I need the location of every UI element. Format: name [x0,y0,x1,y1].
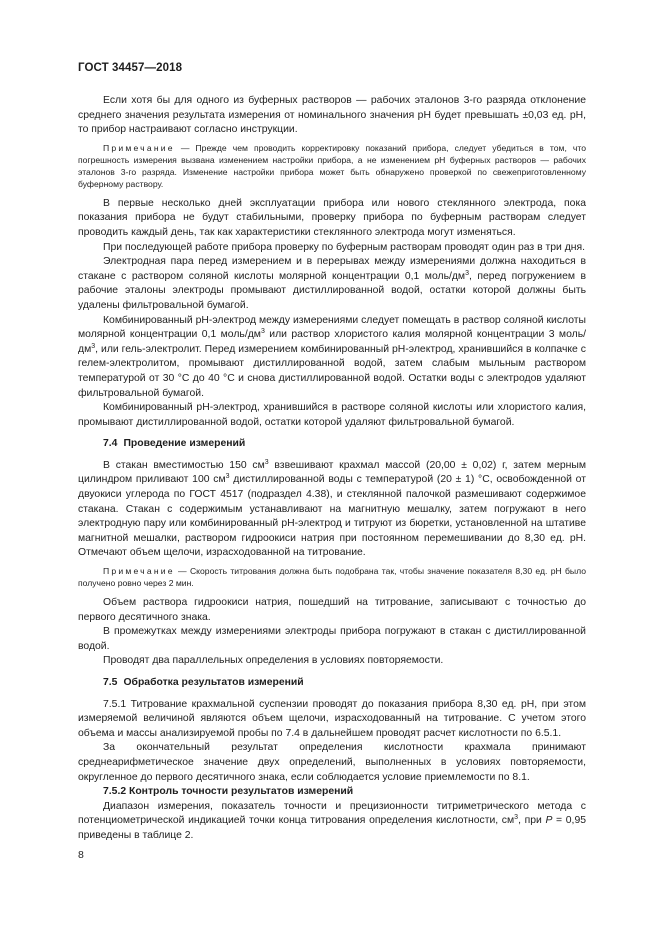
paragraph: 7.5.1 Титрование крахмальной суспензии проводят до показания прибора 8,30 ед. pH, при этом измеряемой величиной являются объем щелочи, израсходованный на титрование. С учетом этого объема и массы анализируемой пробы по 7.4 в дальнейшем проводят расчет кислотности по 6.5.1. [78,698,586,739]
document-header: ГОСТ 34457—2018 [78,62,183,74]
paragraph: Диапазон измерения, показатель точности и прецизионности титриметрического метода с потенциометрической индикацией точки конца титрования определения кислотности, $см^3$, при P = 0,95 приведены в таблице 2. [78,800,586,841]
paragraph: Комбинированный pH-электрод между измерениями следует помещать в раствор соляной кислоты молярной концентрации 0,1 моль/$дм^3$ или раствор хлористого калия молярной концентрации 3 моль/$дм^3$, или гель-электролит. Перед измерением комбинированный pH-электрод, хранившийся в колпачке с гелем-электролитом, промывают дистиллированной водой, затем слабым мыльным раствором температурой от 30 °С до 40 °С и снова дистиллированной водой. Остатки воды с электродов удаляют фильтровальной бумагой. [78,314,586,399]
section-heading-7-4: 7.4 Проведение измерений [103,438,246,450]
subsection-heading-7-5-2: 7.5.2 Контроль точности результатов измерений [103,786,354,798]
paragraph: Объем раствора гидроокиси натрия, пошедший на титрование, записывают с точностью до первого десятичного знака. [78,597,586,623]
document-body [78,94,586,844]
note-tag: Примечание [103,566,175,577]
note-text: — Прежде чем проводить корректировку показаний прибора, следует убедиться в том, что погрешность измерения вызвана изменением настройки прибора, а не изменением pH буферных растворов — рабочих эталонов 3-го разряда. Изменение настройки прибора может быть обнаружено проверкой по свежеприготовленному буферному раствору. [78,142,586,189]
paragraph: За окончательный результат определения кислотности крахмала принимают среднеарифметическое значение двух определений, выполненных в условиях повторяемости, округленное до первого десятичного знака, если соблюдается условие приемлемости по 8.1. [78,742,586,783]
note [78,565,586,589]
paragraph: Электродная пара перед измерением и в перерывах между измерениями должна находиться в стакане с раствором соляной кислоты молярной концентрации 0,1 моль/$дм^3$, перед погружением в рабочие эталоны электроды промывают дистиллированной водой, остатки которой должны быть удалены фильтровальной бумагой. [78,256,586,311]
paragraph: В стакан вместимостью 150 $см^3$ взвешивают крахмал массой (20,00 ± 0,02) г, затем мерным цилиндром приливают 100 $см^3$ дистиллированной воды с температурой (20 ± 1) °С, освобожденной от двуокиси углерода по ГОСТ 4517 (подраздел 4.38), и стеклянной палочкой размешивают содержимое стакана. Стакан с содержимым устанавливают на магнитную мешалку, затем погружают в него электродную пару или комбинированный pH-электрод и титруют из бюретки, установленной на штативе магнитной мешалки, раствором гидроокиси натрия при постоянном перемешивании до 8,30 ед. pH. Отмечают объем щелочи, израсходованной на титрование. [78,458,586,559]
paragraph: Если хотя бы для одного из буферных растворов — рабочих эталонов 3-го разряда отклонение среднего значения результата измерения от номинального значения pH будет превышать ±0,03 ед. pH, то прибор настраивают согласно инструкции. [78,95,586,136]
page-number: 8 [78,849,84,861]
note [78,142,586,190]
paragraph: В промежутках между измерениями электроды прибора погружают в стакан с дистиллированной водой. [78,626,586,652]
paragraph: В первые несколько дней эксплуатации прибора или нового стеклянного электрода, пока показания прибора не будут стабильными, проверку прибора по буферным растворам следует проводить каждый день, так как характеристики стеклянного электрода могут изменяться. [78,197,586,238]
paragraph: При последующей работе прибора проверку по буферным растворам проводят один раз в три дня. [103,241,586,253]
section-heading-7-5: 7.5 Обработка результатов измерений [103,677,304,688]
note-tag: Примечание [103,142,175,153]
note-text: — Скорость титрования должна быть подобрана так, чтобы значение показателя 8,30 ед. pH было получено ровно через 2 мин. [78,566,586,589]
paragraph: Комбинированный pH-электрод, хранившийся в растворе соляной кислоты или хлористого калия, промывают дистиллированной водой, остатки которой удаляют фильтровальной бумагой. [78,402,586,428]
paragraph: Проводят два параллельных определения в условиях повторяемости. [103,655,444,667]
